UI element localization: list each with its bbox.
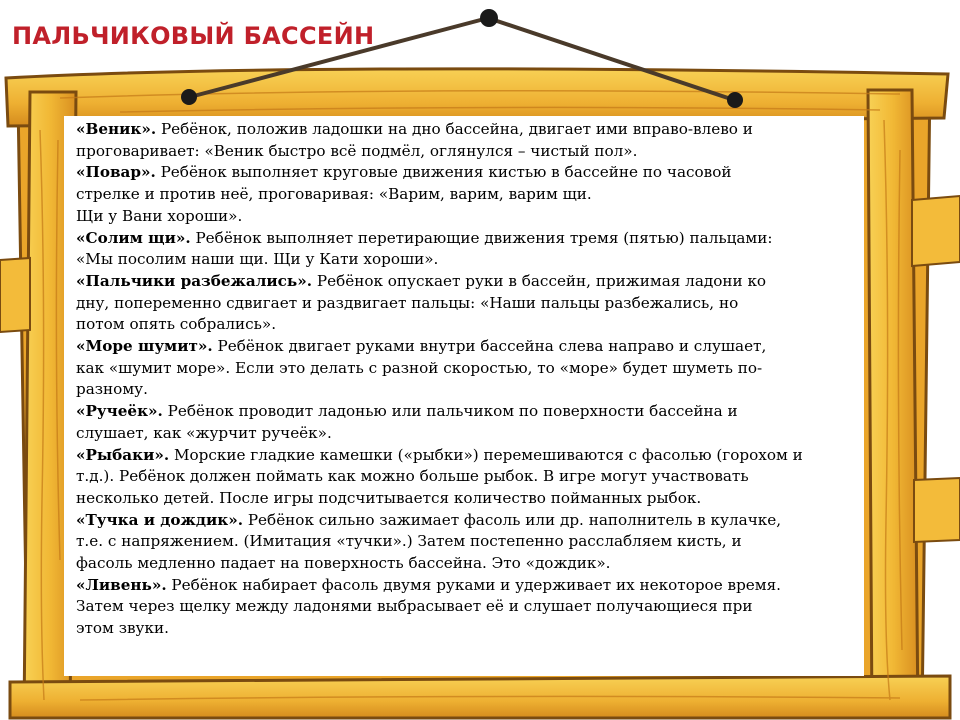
- game-entry-venik: «Веник». Ребёнок, положив ладошки на дно бассейна, двигает ими вправо-влево и проговаривает: «Веник быстро всё подмёл, оглянулся – чистый пол».: [76, 120, 753, 160]
- nail-icon: [480, 9, 498, 27]
- page-title: ПАЛЬЧИКОВЫЙ БАССЕЙН: [12, 22, 375, 50]
- game-entry-solim-shchi: «Солим щи». Ребёнок выполняет перетирающие движения тремя (пятью) пальцами: «Мы посолим наши щи. Щи у Кати хороши».: [76, 228, 773, 269]
- game-entry-povar: «Повар». Ребёнок выполняет круговые движения кистью в бассейне по часовой стрелке и против неё, проговаривая: «Варим, варим, варим щи. Щи у Вани хороши».: [76, 163, 732, 225]
- hanger-string: [0, 0, 960, 130]
- nail-icon: [181, 89, 197, 105]
- game-entry-palchiki: «Пальчики разбежались». Ребёнок опускает руки в бассейн, прижимая ладони ко дну, попеременно сдвигает и раздвигает пальцы: «Наши пальцы разбежались, но потом опять собрались».: [76, 271, 767, 334]
- game-entry-rybaki: «Рыбаки». Морские гладкие камешки («рыбки») перемешиваются с фасолью (горохом и т.д.). Ребёнок должен поймать как можно больше рыбок. В игре могут участвовать несколько детей. После игры подсчитывается количество пойманных рыбок.: [76, 445, 803, 507]
- game-entry-more-shumit: «Море шумит». Ребёнок двигает руками внутри бассейна слева направо и слушает, как «шумит море». Если это делать с разной скоростью, то «море» будет шуметь по- разному.: [76, 337, 767, 399]
- game-entry-ruchyok: «Ручеёк». Ребёнок проводит ладонью или пальчиком по поверхности бассейна и слушает, как «журчит ручеёк».: [76, 402, 738, 442]
- game-entry-liven: «Ливень». Ребёнок набирает фасоль двумя руками и удерживает их некоторое время. Затем через щелку между ладонями выбрасывает её и слушает получающиеся при этом звуки.: [76, 575, 781, 638]
- game-entry-tuchka: «Тучка и дождик». Ребёнок сильно зажимает фасоль или др. наполнитель в кулачке, т.е. с напряжением. (Имитация «тучки».) Затем постепенно расслабляем кисть, и фасоль медленно падает на поверхность бассейна. Это «дождик».: [76, 510, 782, 573]
- nail-icon: [727, 92, 743, 108]
- text-panel: [64, 116, 864, 676]
